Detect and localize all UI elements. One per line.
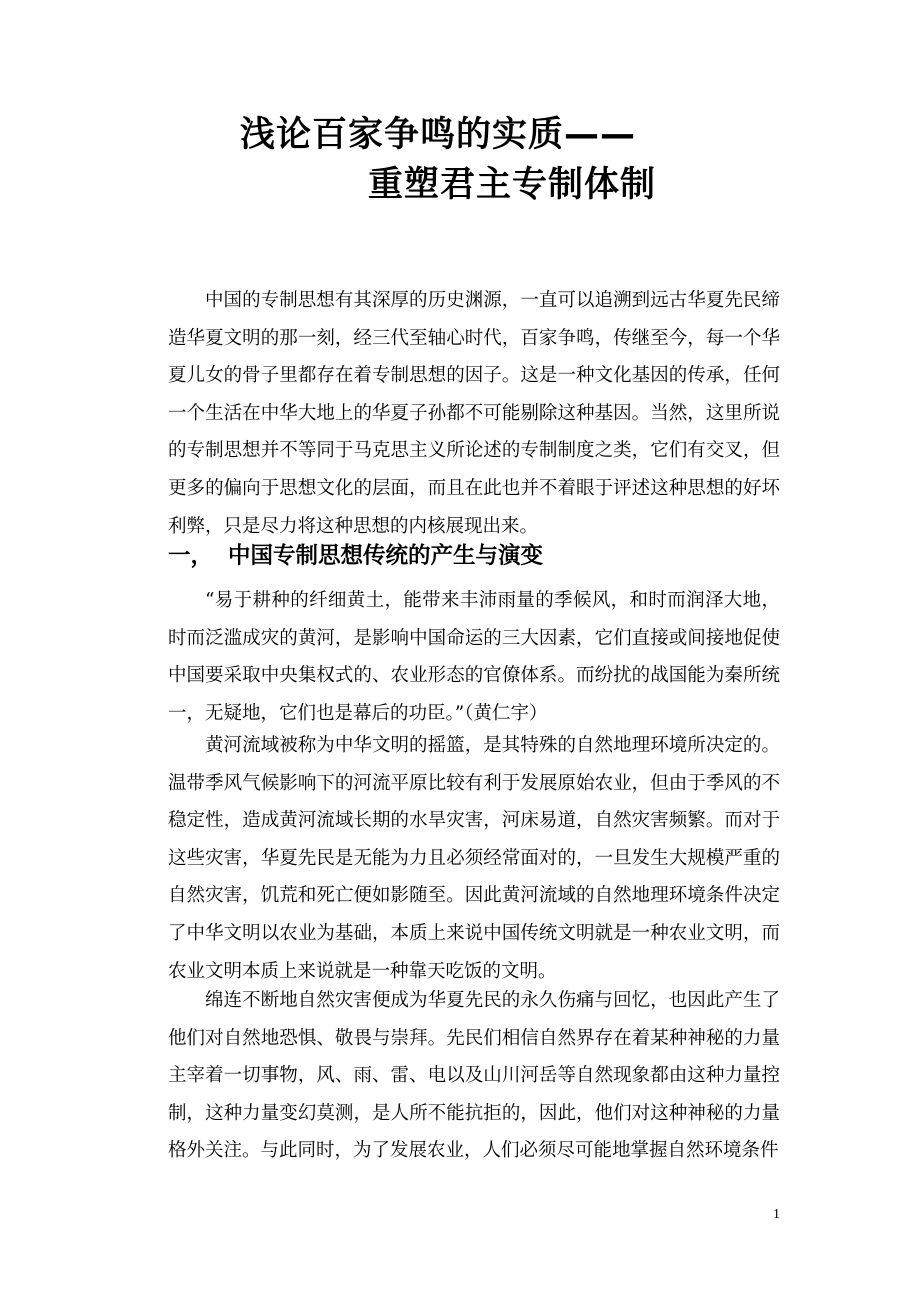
section-number: 一， xyxy=(168,543,214,569)
section-heading xyxy=(168,536,780,576)
document-title-line-1: 浅论百家争鸣的实质—— xyxy=(240,115,637,155)
document-title-line-2: 重塑君主专制体制 xyxy=(368,165,657,205)
intro-paragraph: 中国的专制思想有其深厚的历史渊源，一直可以追溯到远古华夏先民缔造华夏文明的那一刻，经三代至轴心时代，百家争鸣，传继至今，每一个华夏儿女的骨子里都存在着专制思想的因子。这是一种文化基因的传承，任何一个生活在中华大地上的华夏子孙都不可能剔除这种基因。当然，这里所说的专制思想并不等同于马克思主义所论述的专制制度之类，它们有交叉，但更多的偏向于思想文化的层面，而且在此也并不着眼于评述这种思想的好坏利弊，只是尽力将这种思想的内核展现出来。 xyxy=(168,290,780,537)
quote-paragraph: “易于耕种的纤细黄土，能带来丰沛雨量的季候风，和时而润泽大地，时而泛滥成灾的黄河，是影响中国命运的三大因素，它们直接或间接地促使中国要采取中央集权式的、农业形态的官僚体系。而纷扰的战国能为秦所统一，无疑地，它们也是幕后的功臣。”（黄仁宇） xyxy=(168,590,780,724)
section-heading-text: 中国专制思想传统的产生与演变 xyxy=(228,543,544,569)
page-number: 1 xyxy=(773,1207,780,1222)
body-paragraph-yellow-river: 黄河流域被称为中华文明的摇篮，是其特殊的自然地理环境所决定的。温带季风气候影响下的河流平原比较有利于发展原始农业，但由于季风的不稳定性，造成黄河流域长期的水旱灾害，河床易道，自然灾害频繁。而对于这些灾害，华夏先民是无能为力且必须经常面对的，一旦发生大规模严重的自然灾害，饥荒和死亡便如影随至。因此黄河流域的自然地理环境条件决定了中华文明以农业为基础，本质上来说中国传统文明就是一种农业文明，而农业文明本质上来说就是一种靠天吃饭的文明。 xyxy=(168,735,780,982)
body-paragraph-disasters: 绵连不断地自然灾害便成为华夏先民的永久伤痛与回忆，也因此产生了他们对自然地恐惧、敬畏与崇拜。先民们相信自然界存在着某种神秘的力量主宰着一切事物，风、雨、雷、电以及山川河岳等自然现象都由这种力量控制，这种力量变幻莫测，是人所不能抗拒的，因此，他们对这种神秘的力量格外关注。与此同时，为了发展农业，人们必须尽可能地掌握自然环境条件 xyxy=(168,990,780,1162)
